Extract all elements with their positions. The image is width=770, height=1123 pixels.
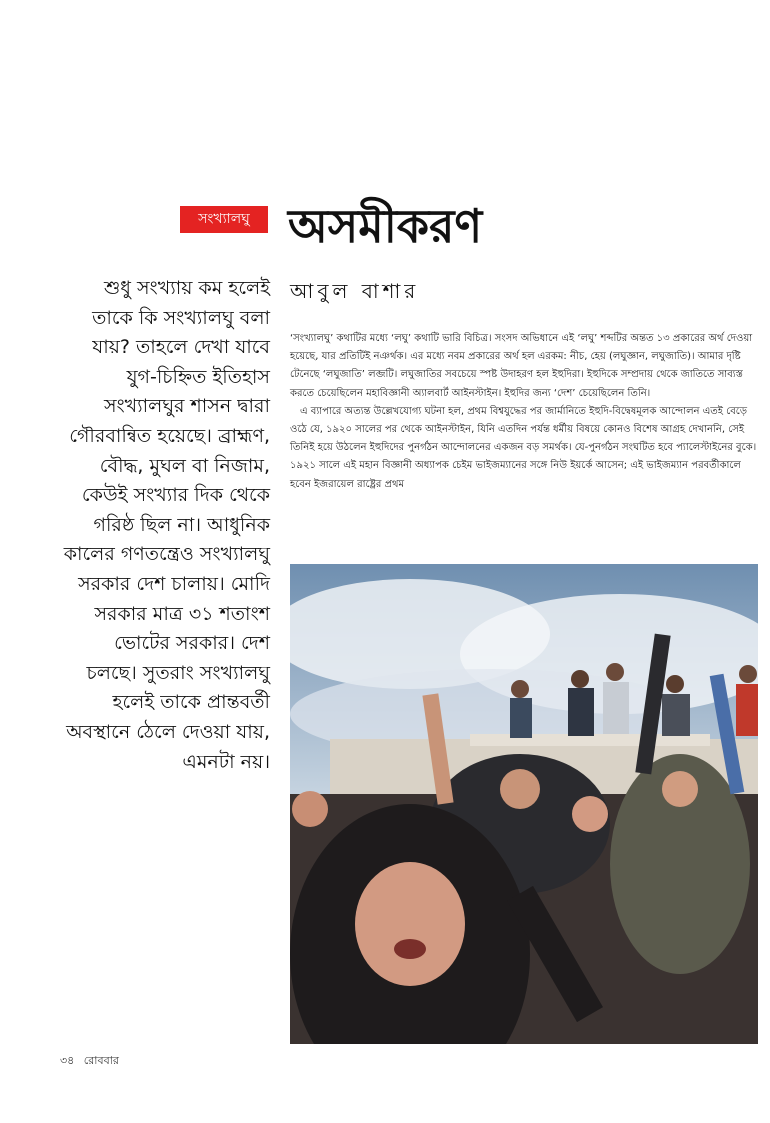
pullquote <box>60 274 270 777</box>
protest-photo-illustration <box>290 564 758 1044</box>
headline: অসমীকরণ <box>288 199 483 253</box>
protest-photo <box>290 564 758 1044</box>
article-paragraph-2: এ ব্যাপারে অত্যন্ত উল্লেখযোগ্য ঘটনা হল, প্রথম বিশ্বযুদ্ধের পর জার্মানিতে ইহুদি-বিদ্বেষমূলক আন্দোলন এতই বেড়ে ওঠে যে, ১৯২০ সালের পর থেকে আইনস্টাইন, যিনি এতদিন পর্যন্ত ধর্মীয় বিষয়ে কোনও বিশেষ আগ্রহ দেখাননি, সেই তিনিই হয়ে উঠলেন ইহুদিদের পুনর্গঠন আন্দোলনের একজন বড় সমর্থক। যে-পুনর্গঠন সংঘটিত হবে প্যালেস্টাইনের বুকে। ১৯২১ সালে এই মহান বিজ্ঞানী অধ্যাপক চেইম ভাইজম্যানের সঙ্গে নিউ ইয়র্কে আসেন; এই ভাইজম্যান পরবর্তীকালে হবেন ইজরায়েল রাষ্ট্রের প্রথম <box>290 405 757 490</box>
pullquote-text: শুধু সংখ্যায় কম হলেই তাকে কি সংখ্যালঘু বলা যায়? তাহলে দেখা যাবে যুগ-চিহ্নিত ইতিহাস সংখ্যালঘুর শাসন দ্বারা গৌরবান্বিত হয়েছে। ব্রাহ্মণ, বৌদ্ধ, মুঘল বা নিজাম, কেউই সংখ্যার দিক থেকে গরিষ্ঠ ছিল না। আধুনিক কালের গণতন্ত্রেও সংখ্যালঘু সরকার দেশ চালায়। মোদি সরকার মাত্র ৩১ শতাংশ ভোটের সরকার। দেশ চলছে। সুতরাং সংখ্যালঘু হলেই তাকে প্রান্তবর্তী অবস্থানে ঠেলে দেওয়া যায়, এমনটা নয়। <box>63 277 270 773</box>
article-paragraph-1: ‘সংখ্যালঘু’ কথাটির মধ্যে ‘লঘু’ কথাটি ভারি বিচিত্র। সংসদ অভিধানে এই ‘লঘু’ শব্দটির অন্তত ১৩ প্রকারের অর্থ দেওয়া হয়েছে, যার প্রতিটিই নঞর্থক। এর মধ্যে নবম প্রকারের অর্থ হল এরকম: নীচ, হেয় (লঘুজ্ঞান, লঘুজাতি)। আমার দৃষ্টি টেনেছে ‘লঘুজাতি’ লব্জটি। লঘুজাতির সবচেয়ে স্পষ্ট উদাহরণ হল ইহুদিরা। ইহুদিকে সম্প্রদায় থেকে জাতিতে সাব্যস্ত করতে চেয়েছিলেন মহাবিজ্ঞানী অ্যালবার্ট আইনস্টাইন। ইহুদির জন্য ‘দেশ’ চেয়েছিলেন তিনি। <box>290 333 753 399</box>
section-tag: সংখ্যালঘু <box>180 206 268 233</box>
byline: আবুল বাশার <box>290 279 420 303</box>
publication-name: রোববার <box>83 1054 119 1067</box>
page-number: ৩৪ <box>60 1054 75 1067</box>
page-footer <box>60 1053 260 1069</box>
article-body <box>290 330 758 494</box>
